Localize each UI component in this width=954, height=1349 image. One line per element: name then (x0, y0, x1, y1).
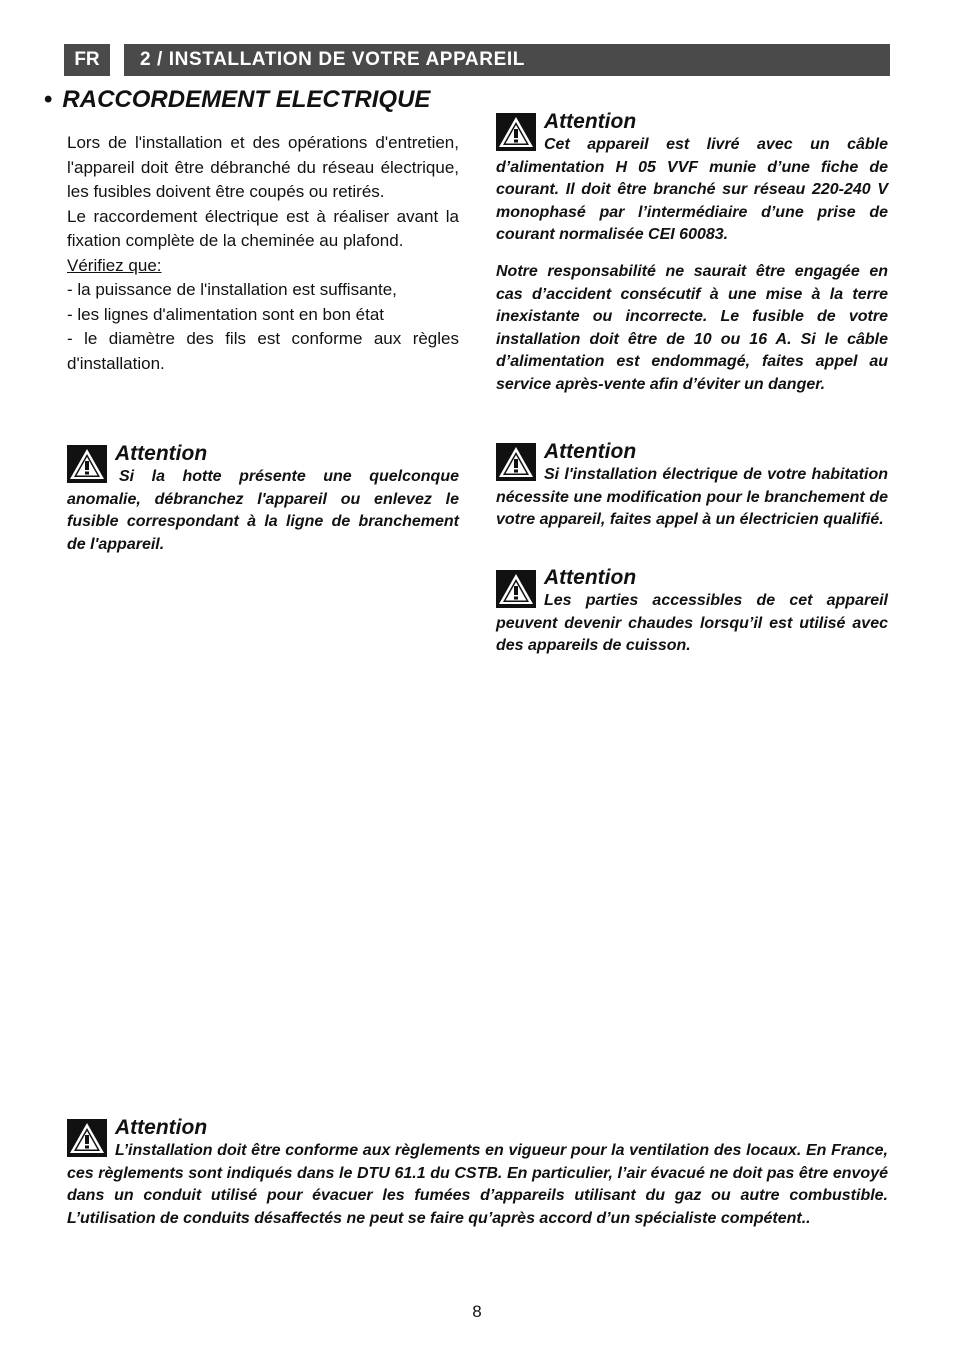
verify-label: Vérifiez que: (67, 255, 162, 275)
attention-title: Attention (544, 110, 637, 133)
attention-left (67, 442, 459, 556)
intro-paragraph-1: Lors de l'installation et des opérations d'entretien, l'appareil doit être débranché du réseau électrique, les fusibles doivent être coupés ou retirés. (67, 133, 459, 201)
attention-body: L’installation doit être conforme aux règlements en vigueur pour la ventilation des locaux. En France, ces règlements sont indiqués dans le DTU 61.1 du CSTB. En particulier, l’air évacué ne doit pas être envoyé dans un conduit utilisé pour évacuer les fumées d’appareils utilisant du gaz ou autre combustible. L’utilisation de conduits désaffectés ne peut se faire qu’après accord d’un spécialiste compétent.. (67, 1142, 888, 1227)
attention-bottom (67, 1116, 888, 1230)
bullet: • (44, 86, 53, 113)
attention-body: Si l'installation électrique de votre habitation nécessite une modification pour le branchement de votre appareil, faites appel à un électricien qualifié. (496, 466, 888, 529)
section-header: 2 / INSTALLATION DE VOTRE APPAREIL (124, 44, 890, 76)
attention-body: Cet appareil est livré avec un câble d’alimentation H 05 VVF munie d’une fiche de courant. Il doit être branché sur réseau 220-240 V monophasé par l’intermédiaire d’une prise de courant normalisée CEI 60083. (496, 136, 888, 244)
attention-body: Si la hotte présente une quelconque anomalie, débranchez l'appareil ou enlevez le fusible correspondant à la ligne de branchement de l'appareil. (67, 468, 459, 553)
attention-title: Attention (544, 566, 637, 589)
attention-right-1 (496, 110, 888, 247)
section-title-text: RACCORDEMENT ELECTRIQUE (62, 86, 431, 113)
attention-body: Les parties accessibles de cet appareil peuvent devenir chaudes lorsqu’il est utilisé avec des appareils de cuisson. (496, 592, 888, 655)
attention-title: Attention (115, 1116, 208, 1139)
verify-item: - les lignes d'alimentation sont en bon état (67, 304, 384, 324)
page-number: 8 (472, 1302, 482, 1321)
intro-text (67, 131, 459, 376)
verify-item: - la puissance de l'installation est suffisante, (67, 280, 397, 299)
attention-title: Attention (115, 442, 208, 465)
attention-title: Attention (544, 440, 637, 463)
section-title (44, 86, 430, 114)
attention-right-3 (496, 566, 888, 658)
verify-item: - le diamètre des fils est conforme aux règles d'installation. (67, 329, 459, 373)
intro-paragraph-2: Le raccordement électrique est à réaliser avant la fixation complète de la cheminée au plafond. (67, 206, 459, 250)
language-tag: FR (64, 44, 110, 76)
attention-right-2 (496, 440, 888, 532)
responsibility-note: Notre responsabilité ne saurait être engagée en cas d’accident consécutif à une mise à la terre inexistante ou incorrecte. Le fusible de votre installation doit être de 10 ou 16 A. Si le câble d’alimentation est endommagé, faites appel au service après-vente afin d’éviter un danger. (496, 263, 888, 393)
